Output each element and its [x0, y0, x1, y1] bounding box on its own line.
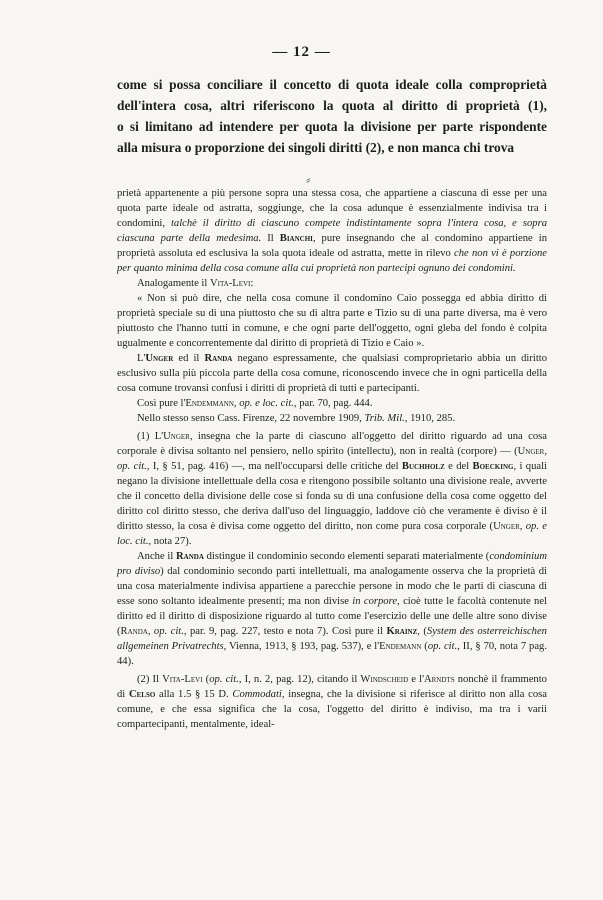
footnote-continuation: prietà appartenente a più persone sopra una stessa cosa, che appartiene a ciascuna di esse per una quota parte ideale od astratta, soggiunge, che la cosa adunque è essenzialmente indivisa tra i condomini, talchè il diritto di ciascuno compete indistintamente sopra l'intera cosa, e sopra ciascuna parte della medesima. Il Bianchi, pure insegnando che al condomino appartiene in proprietà assoluta ed esclusiva la sola quota ideale od astratta, mette in rilevo che non vi è porzione per quanto minima della cosa comune alla cui proprietà non partecipi ognuno dei condomini. [117, 188, 547, 274]
main-text-line: alla misura o proporzione dei singoli diritti (2), e non manca chi trova [117, 140, 515, 155]
main-text [117, 74, 547, 158]
page-number: — 12 — [272, 44, 331, 60]
footnote-2: (2) Il Vita-Levi (op. cit., I, n. 2, pag. 12), citando il Windscheid e l'Arndts nonchè il frammento di Celso alla 1.5 § 15 D. Commodati, insegna, che la divisione si riferisce al diritto non alla cosa comune, e che essa significa che la cosa, l'oggetto del diritto è indiviso, ma tra i varii compartecipanti, mentalmente, ideal- [117, 674, 547, 730]
paragraph-endemann: Così pure l'Endemmann, op. e loc. cit., par. 70, pag. 444. [137, 398, 373, 409]
paragraph-vita-levi: Analogamente il Vita-Levi: [137, 278, 254, 289]
quotation: « Non si può dire, che nella cosa comune il condomino Caio possegga ed abbia diritto di proprietà speciale su di una piuttosto che su di altra parte e Tizio su di una parte diversa, ma è vero piuttosto che l'hanno tutti in comune, e che ogni parte dell'oggetto, ogni gleba del fondo è colpita ugualmente e concorrentemente dal diritto di proprietà di Tizio e Caio ». [117, 293, 547, 349]
ink-smudge: ⸗ [306, 173, 311, 188]
main-text-line: come si possa conciliare il concetto di quota ideale colla comproprietà [117, 77, 547, 92]
footnote-1: (1) L'Unger, insegna che la parte di ciascuno all'oggetto del diritto riguardo ad una cosa corporale è divisa soltanto nel pensiero, nello spirito (intellectu), non in realtà (corpore) — (Unger, op. cit., I, § 51, pag. 416) —, ma nell'occuparsi delle critiche del Buchholz e del Boecking, i quali negano la divisione intellettuale della cosa e ritengono possibile soltanto una divisione reale, avverte che il concetto della divisione delle cose si fonda su di una confusione della cosa come oggetto del diritto col diritto stesso, che deriva dall'uso del linguaggio, laddove ciò che veramente è diviso è il diritto stesso, la cosa è divisa come oggetto del diritto, non come pura cosa corporale (Unger, op. e loc. cit., nota 27). [117, 431, 547, 547]
main-text-line: o si limitano ad intendere per quota la divisione per parte rispondente [117, 119, 547, 134]
main-text-line: dell'intera cosa, altri riferiscono la quota al diritto di proprietà (1), [117, 98, 547, 113]
paragraph-unger-randa: L'Unger ed il Randa negano espressamente, che qualsiasi comproprietario abbia un diritto esclusivo sulla più piccola parte della cosa comune, riconoscendo invece che in ogni particella della cosa comune trovansi confusi i diritti di proprietà di tutti e partecipanti. [117, 353, 548, 394]
paragraph-cassazione: Nello stesso senso Cass. Firenze, 22 novembre 1909, Trib. Mil., 1910, 285. [137, 413, 456, 424]
footnote-section [117, 186, 547, 732]
footnote-1-continued: Anche il Randa distingue il condominio secondo elementi separati materialmente (condominium pro diviso) dal condominio secondo parti intellettuali, ma analogamente osserva che la proprietà di una cosa materialmente indivisa appartiene a parecchie persone in modo che le parti di ciascuna di esse sono soltanto idealmente presenti; ma non divise in corpore, cioè tutte le facoltà contenute nel diritto ed il diritto di disposizione riguardo al tutto come l'esercizio delle une delle altre sono divise (Randa, op. cit., par. 9, pag. 227, testo e nota 7). Così pure il Krainz, (System des osterreichischen allgemeinen Privatrechts, Vienna, 1913, § 193, pag. 537), e l'Endemann (op. cit., II, § 70, nota 7 pag. 44). [117, 551, 548, 667]
